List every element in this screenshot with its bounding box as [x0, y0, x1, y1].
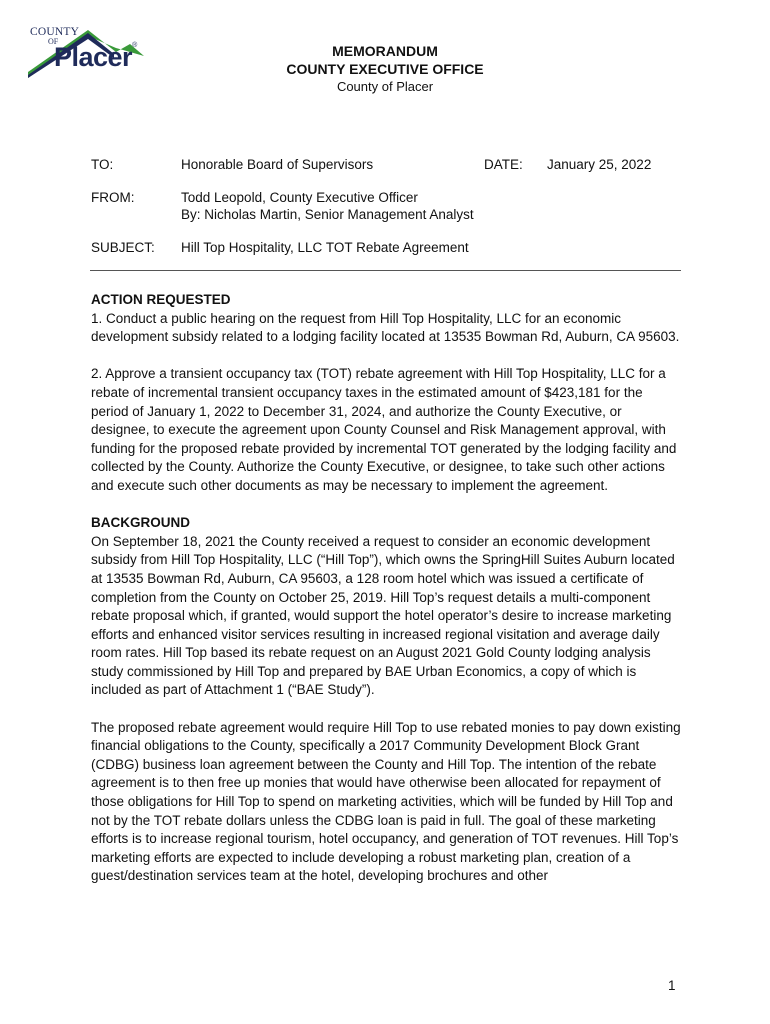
page-number: 1	[668, 978, 676, 993]
office-name: COUNTY EXECUTIVE OFFICE	[286, 61, 484, 77]
county-name: County of Placer	[336, 79, 434, 94]
from-label: FROM:	[91, 190, 135, 205]
from-value-line2: By: Nicholas Martin, Senior Management Analyst	[181, 207, 474, 222]
background-heading: BACKGROUND	[91, 515, 190, 531]
action-paragraph-1: 1. Conduct a public hearing on the request from Hill Top Hospitality, LLC for an economic development subsidy related to a lodging facility located at 13535 Bowman Rd, Auburn, CA 95603.	[91, 310, 680, 345]
memo-header	[0, 42, 770, 96]
header-divider	[90, 270, 681, 271]
from-value-line1: Todd Leopold, County Executive Officer	[181, 190, 418, 205]
background-paragraph-2: The proposed rebate agreement would require Hill Top to use rebated monies to pay down existing financial obligations to the County, specifically a 2017 Community Development Block Grant (CDBG) business loan agreement between the County and Hill Top. The intention of the rebate agreement is to then free up monies that would have otherwise been allocated for repayment of those obligations for Hill Top to spend on marketing activities, which will be funded by Hill Top and not by the TOT rebate dollars unless the CDBG loan is paid in full. The goal of these marketing efforts is to increase regional tourism, hotel occupancy, and generation of TOT revenues. Hill Top’s marketing efforts are expected to include developing a robust marketing plan, creation of a guest/destination services team at the hotel, developing brochures and other	[91, 719, 681, 884]
to-label: TO:	[91, 157, 114, 172]
memo-title: MEMORANDUM	[332, 43, 438, 59]
memo-body	[91, 291, 681, 905]
action-paragraph-2: 2. Approve a transient occupancy tax (TOT) rebate agreement with Hill Top Hospitality, LLC for a rebate of incremental transient occupancy taxes in the estimated amount of $423,181 for the period of January 1, 2022 to December 31, 2024, and authorize the County Executive, or designee, to execute the agreement upon County Counsel and Risk Management approval, with funding for the proposed rebate provided by incremental TOT generated by the lodging facility and collected by the County. Authorize the County Executive, or designee, to take such other actions and execute such other documents as may be necessary to implement the agreement.	[91, 366, 677, 493]
background-paragraph-1: On September 18, 2021 the County received a request to consider an economic development subsidy from Hill Top Hospitality, LLC (“Hill Top”), which owns the SpringHill Suites Auburn located at 13535 Bowman Rd, Auburn, CA 95603, a 128 room hotel which was issued a certificate of completion from the County on October 25, 2019. Hill Top’s request details a multi-component rebate proposal which, if granted, would support the hotel operator’s desire to increase marketing efforts and enhanced visitor services resulting in increased regional visitation and average daily room rates. Hill Top based its rebate request on an August 2021 Gold County lodging analysis study commissioned by Hill Top and prepared by BAE Urban Economics, a copy of which is included as part of Attachment 1 (“BAE Study”).	[91, 533, 675, 698]
to-value: Honorable Board of Supervisors	[181, 157, 374, 172]
subject-value: Hill Top Hospitality, LLC TOT Rebate Agreement	[181, 240, 469, 255]
logo-of-text: OF	[48, 37, 59, 46]
date-label: DATE:	[484, 157, 523, 172]
subject-label: SUBJECT:	[91, 240, 155, 255]
logo-placer-text: Placer®	[54, 42, 137, 72]
logo-registered-mark: ®	[132, 42, 137, 49]
date-value: January 25, 2022	[547, 157, 652, 172]
logo-county-text: COUNTY	[30, 26, 80, 38]
action-requested-heading: ACTION REQUESTED	[91, 292, 231, 307]
